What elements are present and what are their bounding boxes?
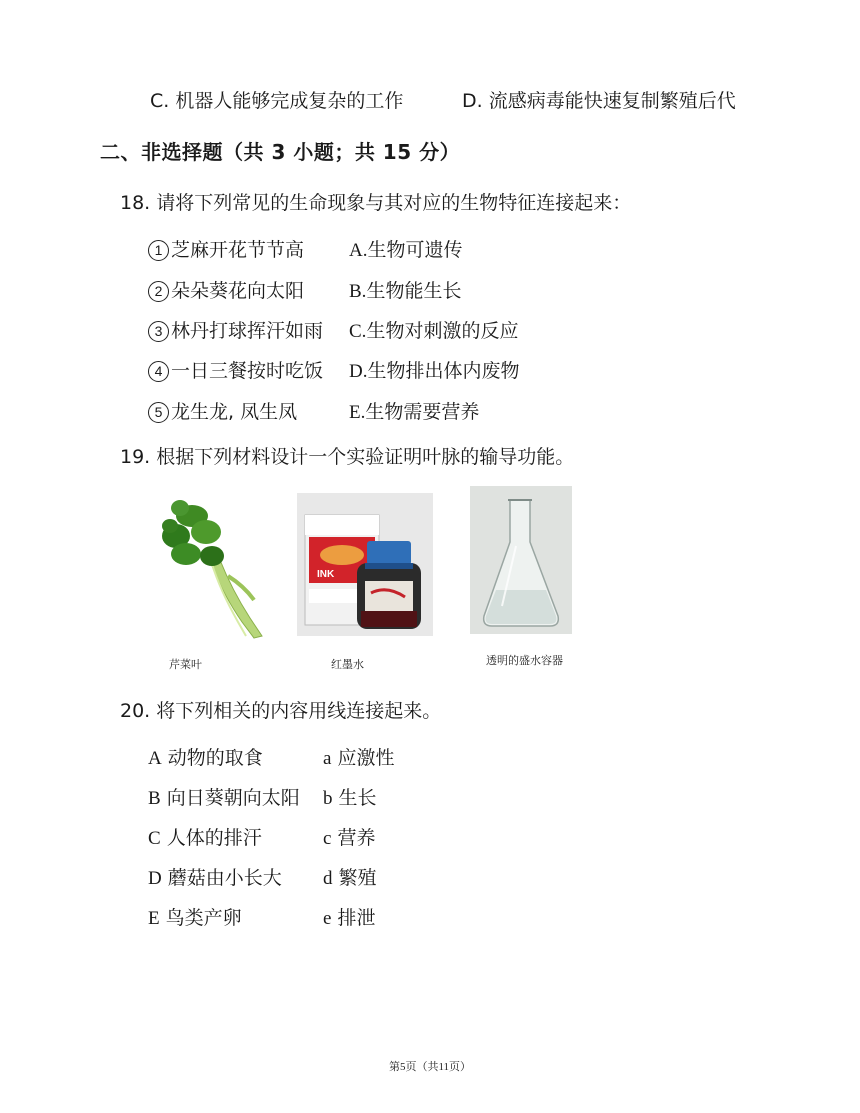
q18-right-item: 生物排出体内废物 [367, 360, 520, 382]
q20-left-item: 人体的排汗 [166, 827, 262, 849]
q20-right-row [323, 863, 377, 890]
q19-stem: 19. 根据下列材料设计一个实验证明叶脉的输导功能。 [120, 446, 575, 468]
q18-right-row [349, 276, 461, 303]
red-ink-image [297, 493, 433, 636]
q20-left-key: B [148, 788, 161, 809]
page-footer: 第5页（共11页） [388, 1061, 472, 1073]
q20-right-item: 应激性 [337, 747, 395, 769]
q18-right-label: E. [349, 402, 366, 423]
q18-left-item: 林丹打球挥汗如雨 [171, 320, 324, 342]
q20-right-key: a [323, 748, 332, 769]
q18-left-item: 一日三餐按时吃饭 [171, 360, 324, 382]
circled-number: 4 [148, 361, 169, 382]
q20-right-row [323, 743, 395, 770]
q18-right-row [349, 356, 520, 383]
q20-left-item: 蘑菇由小长大 [167, 867, 282, 889]
q20-right-key: b [323, 788, 333, 809]
q20-left-key: A [148, 748, 162, 769]
q18-stem: 18. 请将下列常见的生命现象与其对应的生物特征连接起来： [120, 192, 632, 214]
q18-right-row [349, 397, 479, 424]
q20-left-row [148, 903, 242, 930]
q18-right-row [349, 316, 518, 343]
q20-right-row [323, 823, 376, 850]
q17-option-d: D. 流感病毒能快速复制繁殖后代 [462, 90, 736, 112]
q18-right-label: B. [349, 281, 367, 302]
q20-right-key: d [323, 868, 333, 889]
celery-image [150, 490, 280, 640]
q20-right-item: 生长 [338, 787, 377, 809]
q18-right-label: A. [349, 240, 368, 261]
q20-stem: 20. 将下列相关的内容用线连接起来。 [120, 700, 442, 722]
q20-left-item: 鸟类产卵 [165, 907, 242, 929]
q18-right-label: C. [349, 321, 367, 342]
q20-left-item: 动物的取食 [167, 747, 263, 769]
q20-left-key: D [148, 868, 162, 889]
q18-right-item: 生物可遗传 [367, 239, 463, 261]
circled-number: 2 [148, 281, 169, 302]
q20-right-item: 营养 [337, 827, 376, 849]
q20-right-row [323, 783, 377, 810]
q18-row [148, 276, 304, 303]
q18-row [148, 397, 297, 424]
ink-box-text: INK [317, 569, 335, 580]
q20-left-row [148, 743, 263, 770]
q20-right-item: 繁殖 [338, 867, 377, 889]
section-title: 二、非选择题（共 3 小题；共 15 分） [100, 140, 461, 164]
celery-caption: 芹菜叶 [169, 658, 202, 671]
q20-left-row [148, 783, 300, 810]
q18-right-item: 生物需要营养 [365, 401, 480, 423]
q20-right-item: 排泄 [337, 907, 376, 929]
q18-row [148, 316, 323, 343]
q20-right-key: e [323, 908, 332, 929]
q20-right-row [323, 903, 376, 930]
q18-right-label: D. [349, 361, 368, 382]
circled-number: 3 [148, 321, 169, 342]
q18-right-item: 生物能生长 [366, 280, 462, 302]
q18-row [148, 356, 323, 383]
q18-right-row [349, 235, 463, 262]
circled-number: 5 [148, 402, 169, 423]
red-ink-caption: 红墨水 [331, 658, 364, 671]
container-caption: 透明的盛水容器 [486, 654, 563, 667]
q20-left-key: C [148, 828, 161, 849]
q20-left-item: 向日葵朝向太阳 [166, 787, 300, 809]
q20-left-key: E [148, 908, 160, 929]
q18-left-item: 龙生龙, 凤生凤 [171, 401, 298, 423]
water-container-image [470, 486, 572, 634]
q20-left-row [148, 823, 262, 850]
q20-left-row [148, 863, 282, 890]
q18-right-item: 生物对刺激的反应 [366, 320, 519, 342]
q20-right-key: c [323, 828, 332, 849]
q18-left-item: 芝麻开花节节高 [171, 239, 305, 261]
q18-left-item: 朵朵葵花向太阳 [171, 280, 305, 302]
q18-row [148, 235, 304, 262]
circled-number: 1 [148, 240, 169, 261]
q17-option-c: C. 机器人能够完成复杂的工作 [150, 90, 404, 112]
